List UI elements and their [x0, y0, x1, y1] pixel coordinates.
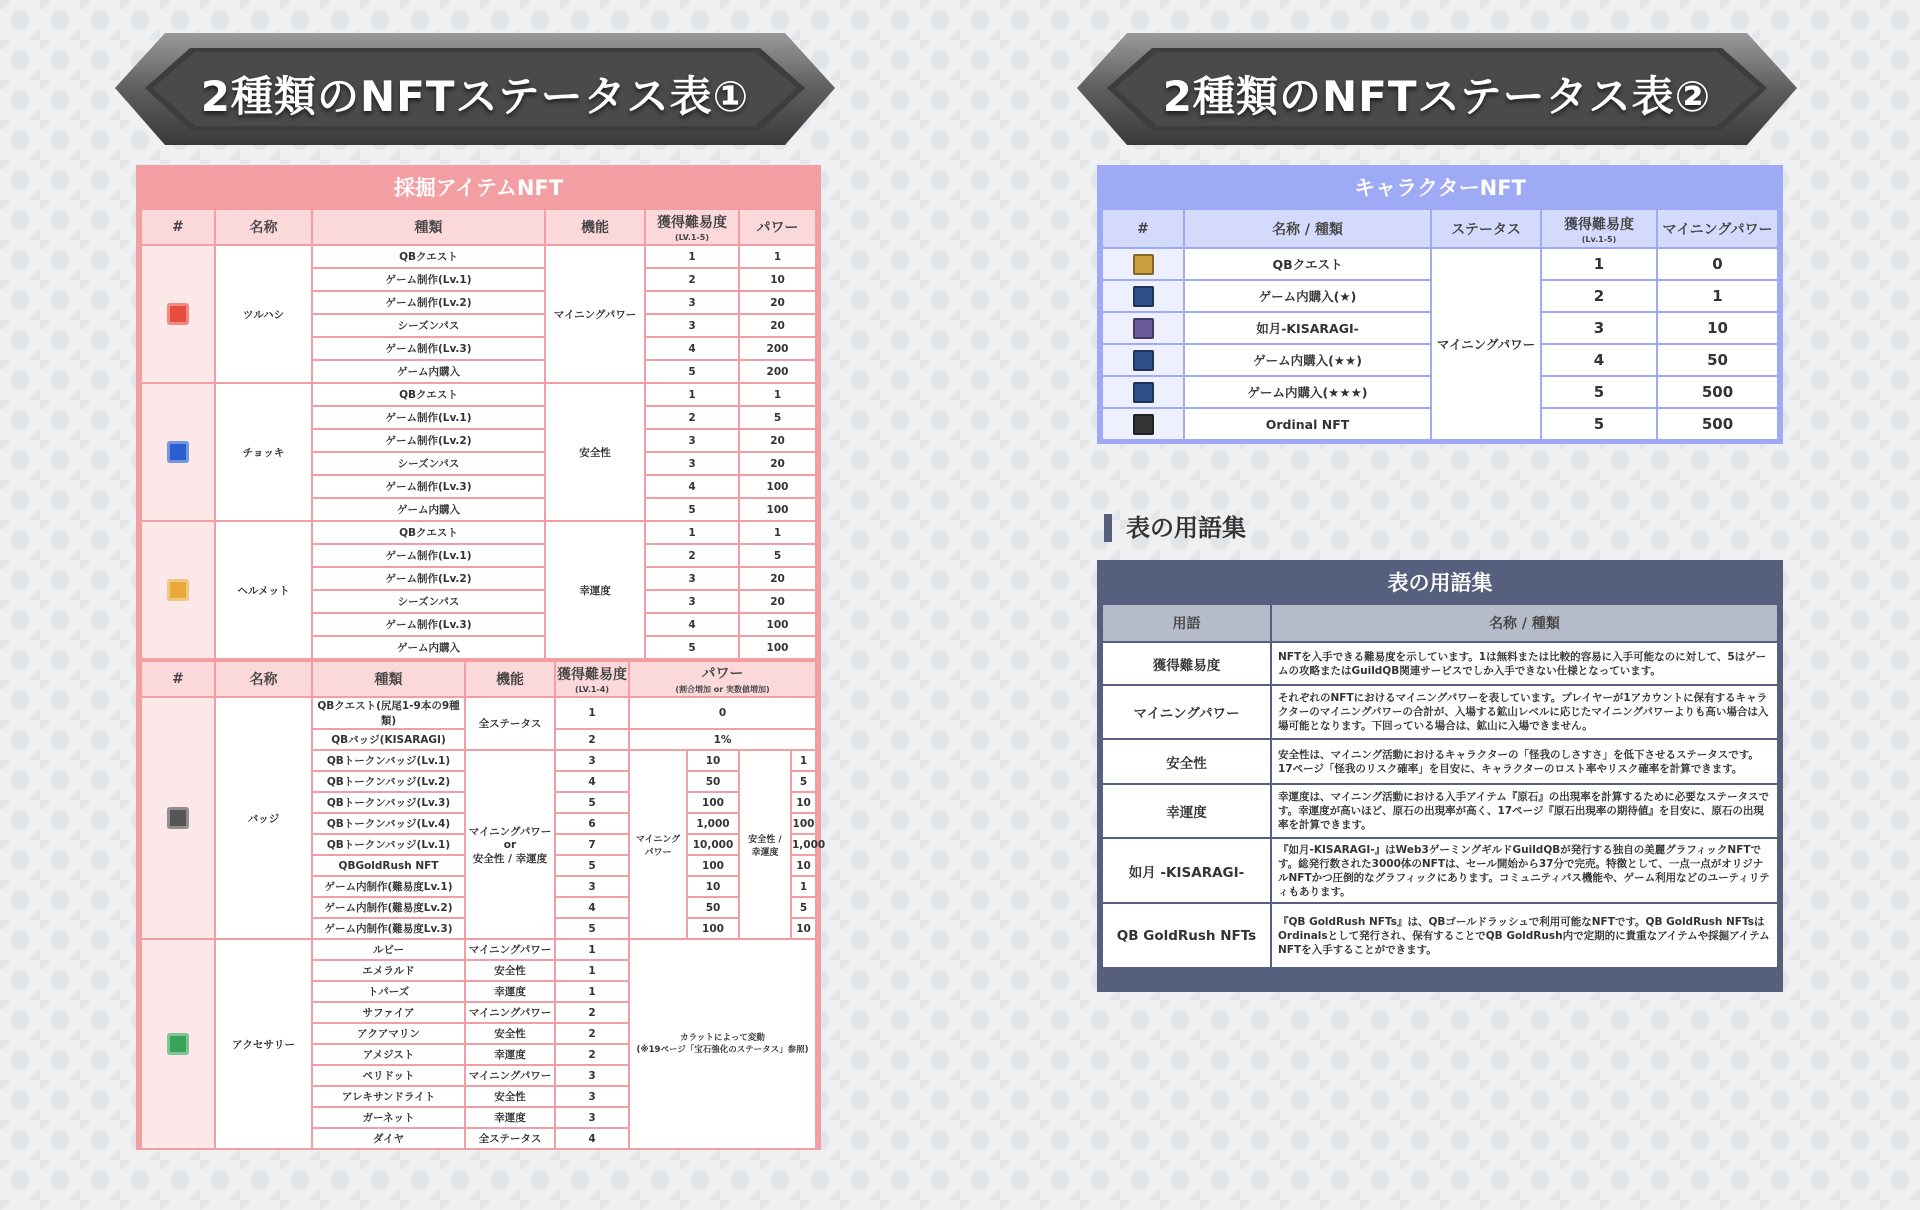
- safety-luck-value: 100: [792, 814, 815, 833]
- item-func: 全ステータス: [466, 1129, 554, 1148]
- item-type: トパーズ: [313, 982, 464, 1001]
- item-difficulty: 5: [646, 637, 738, 658]
- item-power: 10: [740, 269, 815, 290]
- gloss-term: マイニングパワー: [1103, 686, 1270, 738]
- table-row: [1103, 839, 1777, 902]
- mining-power-value: 50: [688, 772, 738, 791]
- banner-title-left: 2種類のNFTステータス表①: [200, 72, 750, 121]
- char-difficulty: 5: [1542, 377, 1656, 407]
- mining-badge-header: [142, 662, 815, 696]
- char-power: 50: [1658, 345, 1777, 375]
- safety-luck-value: 10: [792, 919, 815, 938]
- table-row: [142, 246, 815, 267]
- item-difficulty: 4: [646, 338, 738, 359]
- item-func: 幸運度: [466, 982, 554, 1001]
- mining-power-value: 10: [688, 877, 738, 896]
- item-power: 0: [630, 698, 815, 728]
- item-difficulty: 1: [556, 940, 628, 959]
- item-power: 100: [740, 476, 815, 497]
- item-power: 100: [740, 637, 815, 658]
- safety-luck-label: [740, 751, 790, 938]
- item-type: アクアマリン: [313, 1024, 464, 1043]
- char-name: QBクエスト: [1185, 249, 1430, 279]
- table-row: [142, 522, 815, 543]
- label-line: 幸運度: [751, 847, 779, 858]
- item-type: ゲーム内制作(難易度Lv.3): [313, 919, 464, 938]
- character-icon: [1133, 382, 1154, 403]
- gloss-header-desc: 名称 / 種類: [1272, 605, 1777, 641]
- header-name: 名称: [216, 210, 311, 244]
- item-type: ゲーム内購入: [313, 361, 544, 382]
- item-difficulty: 2: [556, 730, 628, 749]
- item-power: 100: [740, 614, 815, 635]
- char-difficulty: 1: [1542, 249, 1656, 279]
- item-difficulty: 3: [646, 568, 738, 589]
- char-name: ゲーム内購入(★★★): [1185, 377, 1430, 407]
- table-row: [1103, 740, 1777, 783]
- table-row: [1103, 249, 1777, 279]
- item-difficulty: 7: [556, 835, 628, 854]
- item-difficulty: 1: [646, 246, 738, 267]
- mining-item-nft-panel: [136, 165, 826, 1150]
- item-difficulty: 4: [556, 772, 628, 791]
- item-difficulty: 4: [556, 898, 628, 917]
- gloss-term: 如月 -KISARAGI-: [1103, 839, 1270, 902]
- char-difficulty: 2: [1542, 281, 1656, 311]
- gloss-term: 幸運度: [1103, 785, 1270, 837]
- char-header-num: #: [1103, 210, 1183, 247]
- item-power: 100: [740, 499, 815, 520]
- item-func-multi: [466, 751, 554, 938]
- item-func: 幸運度: [546, 522, 644, 658]
- item-type: QBクエスト: [313, 246, 544, 267]
- header-power: パワー: [740, 210, 815, 244]
- mining-tools-table: [140, 208, 817, 660]
- item-type: ダイヤ: [313, 1129, 464, 1148]
- item-difficulty: 1: [646, 522, 738, 543]
- note-line: (※19ページ「宝石強化のステータス」参照): [636, 1045, 809, 1055]
- mining-tools-header: [142, 210, 815, 244]
- char-power: 1: [1658, 281, 1777, 311]
- safety-luck-value: 10: [792, 793, 815, 812]
- mining-panel-title: 採掘アイテムNFT: [393, 176, 564, 200]
- item-type: QBトークンバッジ(Lv.1): [313, 835, 464, 854]
- item-power: 20: [740, 430, 815, 451]
- banner-title-right: 2種類のNFTステータス表②: [1162, 72, 1712, 121]
- mining-power-value: 100: [688, 856, 738, 875]
- char-icon-cell: [1103, 249, 1183, 279]
- char-power: 500: [1658, 377, 1777, 407]
- item-difficulty: 3: [556, 877, 628, 896]
- item-icon-cell: [142, 940, 214, 1148]
- character-table: [1101, 208, 1779, 441]
- func-line: or: [503, 838, 517, 851]
- glossary-header: [1103, 605, 1777, 641]
- item-type: シーズンパス: [313, 453, 544, 474]
- header-name-2: 名称: [216, 662, 311, 696]
- item-power: 20: [740, 568, 815, 589]
- item-type: ゲーム制作(Lv.1): [313, 269, 544, 290]
- badge-icon: [167, 807, 189, 829]
- item-func: 幸運度: [466, 1108, 554, 1127]
- header-func-2: 機能: [466, 662, 554, 696]
- item-power: 5: [740, 545, 815, 566]
- item-type: エメラルド: [313, 961, 464, 980]
- char-name: 如月-KISARAGI-: [1185, 313, 1430, 343]
- item-difficulty: 3: [646, 315, 738, 336]
- char-name: Ordinal NFT: [1185, 409, 1430, 439]
- header-type-2: 種類: [313, 662, 464, 696]
- func-line: マイニングパワー: [468, 825, 552, 838]
- item-difficulty: 3: [556, 1108, 628, 1127]
- char-header-name: 名称 / 種類: [1185, 210, 1430, 247]
- mining-power-value: 100: [688, 919, 738, 938]
- item-power: 1%: [630, 730, 815, 749]
- safety-luck-value: 5: [792, 772, 815, 791]
- accessory-power-note: [630, 940, 815, 1148]
- gloss-desc: NFTを入手できる難易度を示しています。1は無料または比較的容易に入手可能なのに対して、5はゲームの攻略またはGuildQB関連サービスでしか入手できない仕様となっています。: [1272, 643, 1777, 684]
- table-row: [142, 384, 815, 405]
- mining-power-value: 50: [688, 898, 738, 917]
- item-power: 200: [740, 338, 815, 359]
- gloss-desc: 『如月-KISARAGI-』はWeb3ゲーミングギルドGuildQBが発行する独自の美麗グラフィックNFTです。総発行数された3000体のNFTは、セール開始から37分で完売。特徴として、一点一点がオリジナルNFTかつ圧倒的なグラフィックにあります。コミュニティパス機能や、ゲーム利用などのユーティリティもあります。: [1272, 839, 1777, 902]
- item-type: アメジスト: [313, 1045, 464, 1064]
- gloss-desc: 『QB GoldRush NFTs』は、QBゴールドラッシュで利用可能なNFTです。QB GoldRush NFTsはOrdinalsとして発行され、保有することでQB GoldRush内で定期的に貴重なアイテムや採掘アイテムNFTを入手することができます。: [1272, 904, 1777, 967]
- item-type: サファイア: [313, 1003, 464, 1022]
- item-name: バッジ: [216, 698, 311, 938]
- item-name: チョッキ: [216, 384, 311, 520]
- item-difficulty: 3: [556, 1087, 628, 1106]
- character-header: [1103, 210, 1777, 247]
- item-type: QBクエスト: [313, 384, 544, 405]
- char-difficulty: 4: [1542, 345, 1656, 375]
- gloss-term: 安全性: [1103, 740, 1270, 783]
- item-type: QBクエスト: [313, 522, 544, 543]
- item-icon-cell: [142, 246, 214, 382]
- character-nft-panel: [1097, 165, 1783, 444]
- item-difficulty: 1: [646, 384, 738, 405]
- safety-luck-value: 1: [792, 877, 815, 896]
- item-func: 幸運度: [466, 1045, 554, 1064]
- item-type: QBバッジ(KISARAGI): [313, 730, 464, 749]
- item-type: QBGoldRush NFT: [313, 856, 464, 875]
- item-difficulty: 1: [556, 698, 628, 728]
- item-power: 200: [740, 361, 815, 382]
- mining-power-value: 10,000: [688, 835, 738, 854]
- char-power: 0: [1658, 249, 1777, 279]
- item-type: ゲーム制作(Lv.2): [313, 568, 544, 589]
- item-type: ゲーム内購入: [313, 499, 544, 520]
- item-icon-cell: [142, 522, 214, 658]
- item-func: マイニングパワー: [466, 1066, 554, 1085]
- item-type: QBトークンバッジ(Lv.3): [313, 793, 464, 812]
- char-name: ゲーム内購入(★): [1185, 281, 1430, 311]
- item-difficulty: 3: [646, 591, 738, 612]
- table-row: [1103, 785, 1777, 837]
- note-line: カラットによって変動: [680, 1033, 765, 1043]
- item-difficulty: 2: [646, 545, 738, 566]
- glossary-table: [1101, 603, 1779, 969]
- item-power: 5: [740, 407, 815, 428]
- label-line: 安全性 /: [748, 834, 782, 845]
- item-difficulty: 1: [556, 982, 628, 1001]
- item-icon-cell: [142, 698, 214, 938]
- item-difficulty: 5: [556, 919, 628, 938]
- safety-luck-value: 10: [792, 856, 815, 875]
- gloss-term: 獲得難易度: [1103, 643, 1270, 684]
- safety-luck-value: 5: [792, 898, 815, 917]
- header-num-2: #: [142, 662, 214, 696]
- item-difficulty: 1: [556, 961, 628, 980]
- item-type: ルビー: [313, 940, 464, 959]
- vest-icon: [167, 441, 189, 463]
- item-power: 1: [740, 384, 815, 405]
- item-difficulty: 4: [646, 476, 738, 497]
- item-name: ヘルメット: [216, 522, 311, 658]
- item-difficulty: 4: [556, 1129, 628, 1148]
- gloss-desc: 幸運度は、マイニング活動における入手アイテム『原石』の出現率を計算するために必要なステータスです。幸運度が高いほど、原石の出現率が高く、17ページ『原石出現率の期待値』を目安に、原石の出現率を計算できます。: [1272, 785, 1777, 837]
- table-row: [1103, 643, 1777, 684]
- char-icon-cell: [1103, 313, 1183, 343]
- kisaragi-icon: [1133, 318, 1154, 339]
- item-difficulty: 3: [646, 292, 738, 313]
- item-type: ゲーム内制作(難易度Lv.2): [313, 898, 464, 917]
- item-type: QBトークンバッジ(Lv.4): [313, 814, 464, 833]
- item-power: 20: [740, 453, 815, 474]
- item-difficulty: 3: [646, 453, 738, 474]
- safety-luck-value: 1,000: [792, 835, 815, 854]
- title-banner-left: [115, 30, 835, 148]
- header-difficulty: 獲得難易度 (LV.1-5): [646, 210, 738, 244]
- char-header-status: ステータス: [1432, 210, 1540, 247]
- item-difficulty: 2: [556, 1003, 628, 1022]
- item-type: ゲーム制作(Lv.1): [313, 407, 544, 428]
- header-power-2: パワー (割合増加 or 実数値増加): [630, 662, 815, 696]
- item-type: ゲーム制作(Lv.3): [313, 614, 544, 635]
- character-panel-title: キャラクターNFT: [1354, 176, 1526, 200]
- item-difficulty: 2: [556, 1045, 628, 1064]
- char-power: 10: [1658, 313, 1777, 343]
- gloss-desc: 安全性は、マイニング活動におけるキャラクターの「怪我のしさすさ」を低下させるステータスです。17ページ「怪我のリスク確率」を目安に、キャラクターのロスト率やリスク確率を計算できます。: [1272, 740, 1777, 783]
- item-difficulty: 5: [646, 499, 738, 520]
- table-row: [142, 698, 815, 728]
- gloss-header-term: 用語: [1103, 605, 1270, 641]
- item-type: シーズンパス: [313, 591, 544, 612]
- item-func: 安全性: [546, 384, 644, 520]
- item-difficulty: 3: [556, 1066, 628, 1085]
- item-icon-cell: [142, 384, 214, 520]
- item-type: QBトークンバッジ(Lv.2): [313, 772, 464, 791]
- item-type: ゲーム制作(Lv.2): [313, 292, 544, 313]
- char-difficulty: 5: [1542, 409, 1656, 439]
- item-difficulty: 2: [556, 1024, 628, 1043]
- table-row: [142, 940, 815, 959]
- item-type: ゲーム制作(Lv.2): [313, 430, 544, 451]
- char-header-power: マイニングパワー: [1658, 210, 1777, 247]
- item-power: 1: [740, 246, 815, 267]
- accessory-icon: [167, 1033, 189, 1055]
- item-difficulty: 3: [556, 751, 628, 770]
- item-name: ツルハシ: [216, 246, 311, 382]
- func-line: 安全性 / 幸運度: [472, 852, 548, 865]
- item-difficulty: 2: [646, 407, 738, 428]
- item-type: シーズンパス: [313, 315, 544, 336]
- item-func: 全ステータス: [466, 698, 554, 749]
- item-func: 安全性: [466, 1024, 554, 1043]
- gloss-term: QB GoldRush NFTs: [1103, 904, 1270, 967]
- item-difficulty: 5: [556, 856, 628, 875]
- item-type: ゲーム内購入: [313, 637, 544, 658]
- mining-power-value: 10: [688, 751, 738, 770]
- label-line: マイニング: [635, 834, 681, 845]
- char-power: 500: [1658, 409, 1777, 439]
- item-func: マイニングパワー: [466, 1003, 554, 1022]
- char-status: マイニングパワー: [1432, 249, 1540, 439]
- label-line: パワー: [644, 847, 672, 858]
- character-icon: [1133, 350, 1154, 371]
- table-row: [1103, 904, 1777, 967]
- item-difficulty: 3: [646, 430, 738, 451]
- scroll-icon: [1133, 254, 1154, 275]
- ordinal-icon: [1133, 414, 1154, 435]
- item-type: QBクエスト(尻尾1-9本の9種類): [313, 698, 464, 728]
- helmet-icon: [167, 579, 189, 601]
- item-power: 20: [740, 292, 815, 313]
- glossary-panel-title: 表の用語集: [1387, 571, 1493, 595]
- char-icon-cell: [1103, 377, 1183, 407]
- item-name: アクセサリー: [216, 940, 311, 1148]
- item-type: ペリドット: [313, 1066, 464, 1085]
- item-difficulty: 5: [646, 361, 738, 382]
- item-func: マイニングパワー: [546, 246, 644, 382]
- pickaxe-icon: [167, 303, 189, 325]
- gloss-desc: それぞれのNFTにおけるマイニングパワーを表しています。プレイヤーが1アカウントに保有するキャラクターのマイニングパワーの合計が、入場する鉱山レベルに応じたマイニングパワーよりも高い場合は入場可能となります。下回っている場合は、鉱山に入場できません。: [1272, 686, 1777, 738]
- item-type: ゲーム制作(Lv.3): [313, 338, 544, 359]
- item-type: アレキサンドライト: [313, 1087, 464, 1106]
- item-power: 1: [740, 522, 815, 543]
- item-func: 安全性: [466, 1087, 554, 1106]
- item-func: 安全性: [466, 961, 554, 980]
- char-header-difficulty: 獲得難易度 (Lv.1-5): [1542, 210, 1656, 247]
- item-difficulty: 4: [646, 614, 738, 635]
- char-name: ゲーム内購入(★★): [1185, 345, 1430, 375]
- mining-power-value: 1,000: [688, 814, 738, 833]
- item-difficulty: 5: [556, 793, 628, 812]
- char-icon-cell: [1103, 281, 1183, 311]
- table-row: [1103, 686, 1777, 738]
- item-difficulty: 6: [556, 814, 628, 833]
- header-num: #: [142, 210, 214, 244]
- item-type: ガーネット: [313, 1108, 464, 1127]
- safety-luck-value: 1: [792, 751, 815, 770]
- item-type: ゲーム内制作(難易度Lv.1): [313, 877, 464, 896]
- item-power: 20: [740, 591, 815, 612]
- header-type: 種類: [313, 210, 544, 244]
- char-difficulty: 3: [1542, 313, 1656, 343]
- header-difficulty-2: 獲得難易度 (LV.1-4): [556, 662, 628, 696]
- title-banner-right: [1077, 30, 1797, 148]
- char-icon-cell: [1103, 409, 1183, 439]
- mining-power-value: 100: [688, 793, 738, 812]
- glossary-heading: 表の用語集: [1104, 514, 1246, 542]
- mining-badge-table: [140, 660, 826, 1150]
- char-icon-cell: [1103, 345, 1183, 375]
- item-func: マイニングパワー: [466, 940, 554, 959]
- item-type: ゲーム制作(Lv.1): [313, 545, 544, 566]
- header-func: 機能: [546, 210, 644, 244]
- item-type: QBトークンバッジ(Lv.1): [313, 751, 464, 770]
- item-type: ゲーム制作(Lv.3): [313, 476, 544, 497]
- item-difficulty: 2: [646, 269, 738, 290]
- mining-power-label: [630, 751, 686, 938]
- character-icon: [1133, 286, 1154, 307]
- item-power: 20: [740, 315, 815, 336]
- glossary-panel: [1097, 560, 1783, 992]
